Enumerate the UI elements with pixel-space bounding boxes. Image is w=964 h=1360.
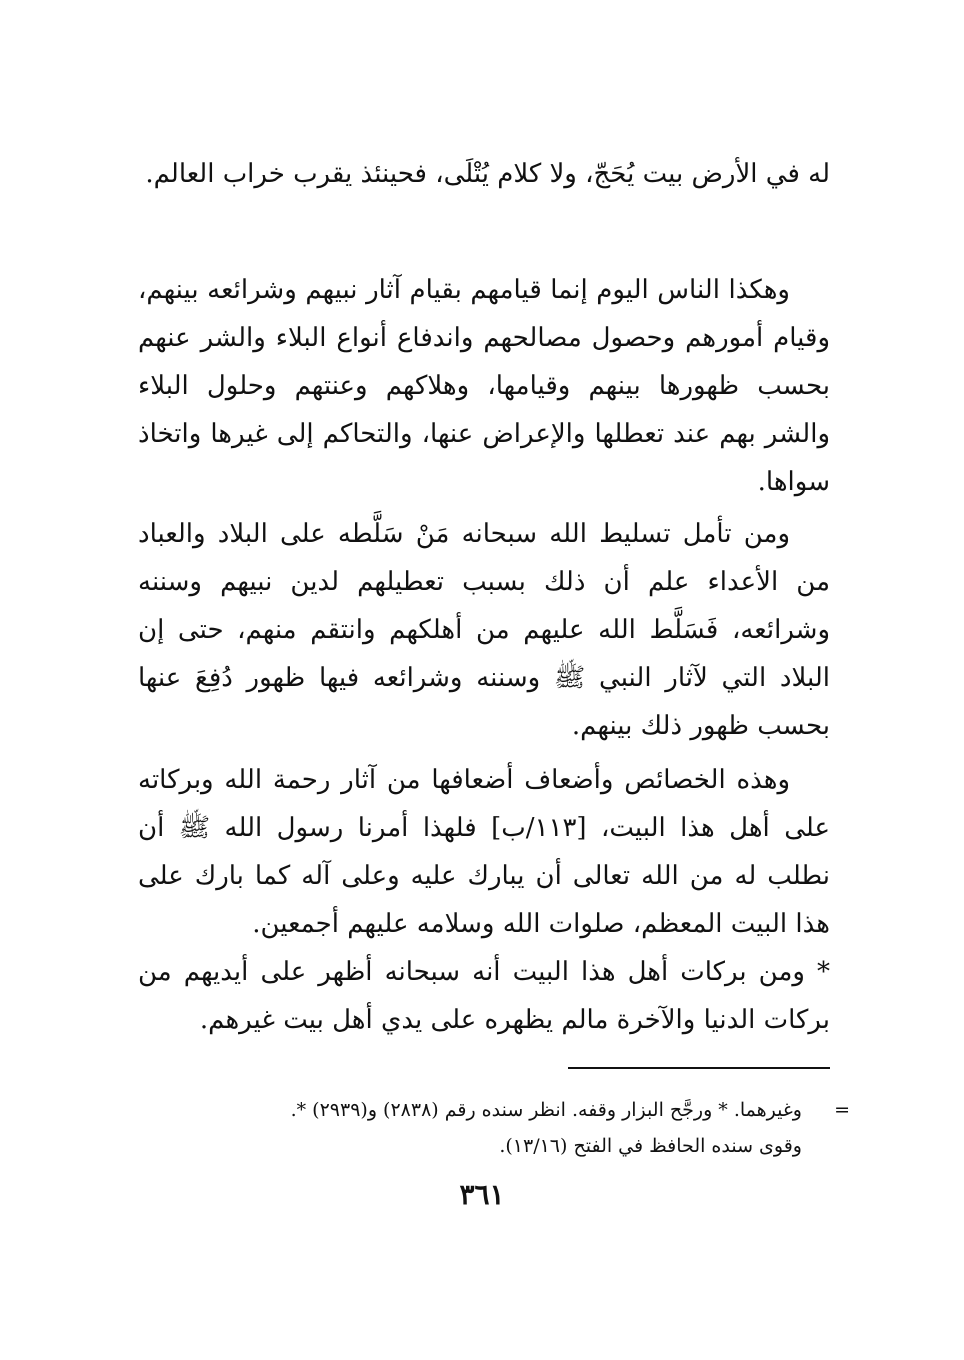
page-number: ٣٦١ xyxy=(459,1178,505,1211)
footnote xyxy=(150,1092,850,1164)
paragraph-4: وهذه الخصائص وأضعاف أضعافها من آثار رحمة الله وبركاته على أهل هذا البيت، [١١٣/ب] فلهذا أمرنا رسول الله ﷺ أن نطلب له من الله تعالى أن يبارك عليه وعلى آله كما بارك على هذا البيت المعظم، صلوات الله وسلامه عليهم أجمعين. xyxy=(138,765,830,939)
paragraph-3: ومن تأمل تسليط الله سبحانه مَنْ سَلَّطه على البلاد والعباد من الأعداء علم أن ذلك بسبب تعطيلهم لدين نبيهم وسننه وشرائعه، فَسَلَّط الله عليهم من أهلكهم وانتقم منهم، حتى إن البلاد التي لآثار النبي ﷺ وسننه وشرائعه فيها ظهور دُفِعَ عنها بحسب ظهور ذلك بينهم. xyxy=(138,519,830,741)
paragraph-5: * ومن بركات أهل هذا البيت أنه سبحانه أظهر على أيديهم من بركات الدنيا والآخرة مالم يظهره على يدي أهل بيت غيرهم. xyxy=(138,957,830,1035)
footnote-line-2: وقوى سنده الحافظ في الفتح (١٣/١٦). xyxy=(499,1135,802,1157)
footnote-line-1: وغيرهما. * ورجَّح البزار وقفه. انظر سنده رقم (٢٨٣٨) و(٢٩٣٩) *. xyxy=(290,1099,802,1121)
footnote-divider xyxy=(568,1067,830,1069)
paragraph-2: وهكذا الناس اليوم إنما قيامهم بقيام آثار نبيهم وشرائعه بينهم، وقيام أمورهم وحصول مصالحهم واندفاع أنواع البلاء والشر عنهم بحسب ظهورها بينهم وقيامها، وهلاكهم وعنتهم وحلول البلاء والشر بهم عند تعطلها والإعراض عنها، والتحاكم إلى غيرها واتخاذ سواها. xyxy=(138,275,830,497)
footnote-continuation-marker: = xyxy=(834,1099,850,1121)
paragraph-1: له في الأرض بيت يُحَجّ، ولا كلام يُتْلَى، فحينئذ يقرب خراب العالم. xyxy=(145,159,830,189)
